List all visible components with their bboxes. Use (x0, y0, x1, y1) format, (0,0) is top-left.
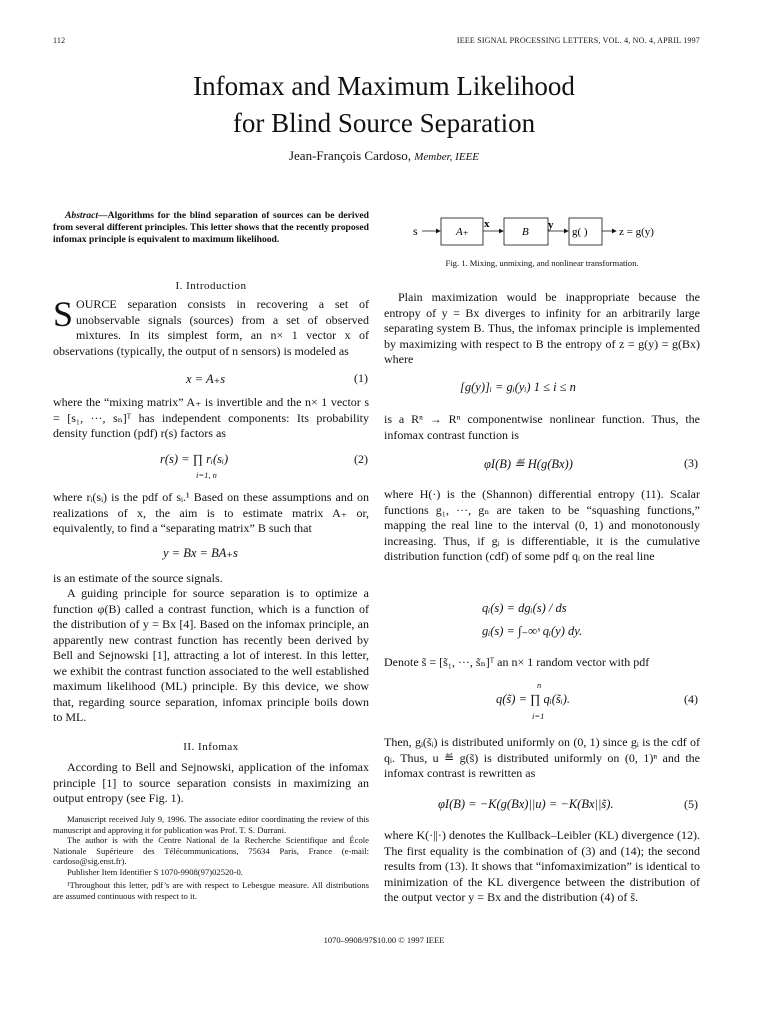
equation-q-derivative: qᵢ(s) = dgᵢ(s) / ds (482, 601, 567, 615)
equation-2: r(s) = ∏ rᵢ(sᵢ) (160, 452, 229, 466)
equation-y: y = Bx = BA₊s (163, 546, 238, 560)
journal-header: IEEE SIGNAL PROCESSING LETTERS, VOL. 4, NO. 4, APRIL 1997 (456, 36, 700, 45)
author-role: Member, IEEE (414, 151, 480, 163)
paper-title (0, 68, 768, 142)
infomax-paragraph-1: According to Bell and Sejnowski, application of the infomax principle [1] to source separation consists in maximizing an output entropy (see Fig. 1). (53, 760, 369, 805)
fig-output-label: z = g(y) (619, 226, 654, 238)
abstract (53, 210, 369, 246)
equation-2-subscript: i=1, n (196, 470, 217, 480)
fig-box-g-label: g( ) (572, 226, 588, 238)
title-line-2: for Blind Source Separation (232, 108, 536, 138)
page-number: 112 (53, 36, 66, 45)
footnote-affiliation: The author is with the Centre National de la Recherche Scientifique and École Nationale Supérieure des Télécommunications, 75634 Paris, France (e-mail: cardoso@sig.enst.fr). (53, 835, 369, 866)
fig-input-label: s (413, 224, 418, 238)
equation-g-integral: gᵢ(s) = ∫₋∞ˢ qᵢ(y) dy. (482, 624, 583, 638)
right-paragraph-5: Then, gᵢ(s̃ᵢ) is distributed uniformly on (0, 1) since gᵢ is the cdf of qᵢ. Thus, u ≝ g(s̃) is distributed uniformly on (0, 1)ⁿ and the infomax contrast is rewritten as (384, 735, 700, 780)
equation-3: φI(B) ≝ H(g(Bx)) (484, 457, 573, 471)
equation-2-number: (2) (354, 452, 368, 466)
footnote-lebesgue: ¹Throughout this letter, pdf’s are with respect to Lebesgue measure. All distributions are assumed continuous with respect to it. (53, 880, 369, 901)
right-paragraph-6: where K(·||·) denotes the Kullback–Leibler (KL) divergence (12). The first equality is the combination of (3) and (14); the second results from (13). It shows that “infomaximization” is identical to minimization of the KL divergence between the distribution of the output vector y = Bx and the distribution (4) of s̃. (384, 828, 700, 904)
equation-1-number: (1) (354, 371, 368, 385)
fig-box-a-label: A₊ (456, 226, 469, 238)
section-2-heading: II. Infomax (183, 741, 239, 753)
equation-4-number: (4) (684, 692, 698, 706)
equation-5-number: (5) (684, 797, 698, 811)
right-paragraph-2: is a Rⁿ → Rⁿ componentwise nonlinear function. Thus, the infomax contrast function is (384, 412, 700, 442)
intro-paragraph-5: A guiding principle for source separation is to optimize a function φ(B) called a contrast function, which is a function of the distribution of y = Bx [4]. Based on the infomax principle, an apparently new contrast function has recently been derived by Bell and Sejnowski [1], attracting a lot of interest. In this letter, we exhibit the contrast function associated to the well established maximum likelihood (ML) principle. By this device, we show that, regarding source separation, infomax principle boils down to ML. (53, 586, 369, 724)
footnote-identifier: Publisher Item Identifier S 1070-9908(97)02520-0. (67, 866, 243, 877)
intro-paragraph-3: where rᵢ(sᵢ) is the pdf of sᵢ.¹ Based on these assumptions and on realizations of x, the aim is to estimate matrix A₊ or, equivalently, to find a “separating matrix” B such that (53, 490, 369, 535)
right-paragraph-1: Plain maximization would be inappropriate because the entropy of y = Bx diverges to infinity for an arbitrarily large separating system B. Thus, the infomax principle is implemented by maximizing with respect to B the entropy of z = g(y) = g(Bx) where (384, 290, 700, 366)
right-paragraph-4: Denote s̃ = [s̃₁, ···, s̃ₙ]ᵀ an n× 1 random vector with pdf (384, 655, 650, 669)
footnote-manuscript: Manuscript received July 9, 1996. The associate editor coordinating the review of this manuscript and approving it for publication was Prof. T. S. Durrani. (53, 814, 369, 835)
fig-x-label: x (484, 218, 490, 230)
equation-4-superscript: n (537, 680, 542, 690)
equation-4: q(s̃) = ∏ qᵢ(s̃ᵢ). (496, 692, 571, 706)
footnotes (53, 814, 369, 901)
author-name: Jean-François Cardoso, (288, 148, 411, 163)
equation-g-componentwise: [g(y)]ᵢ = gᵢ(yᵢ) 1 ≤ i ≤ n (460, 380, 576, 394)
intro-paragraph-1 (53, 294, 369, 359)
dropcap: S (53, 294, 74, 334)
intro-p1-text: OURCE separation consists in recovering a set of unobservable signals (sources) from a set of observed mixtures. In its simplest form, an n× 1 vector x of observations (typically, the output of n sensors) is modeled as (53, 297, 369, 358)
section-1-heading: I. Introduction (175, 280, 247, 292)
figure-1-diagram (400, 210, 720, 254)
equation-3-number: (3) (684, 456, 698, 470)
equation-1: x = A₊s (186, 372, 226, 386)
intro-paragraph-4: is an estimate of the source signals. (53, 571, 223, 585)
page-footer-copyright: 1070–9908/97$10.00 © 1997 IEEE (323, 935, 445, 945)
fig-box-b-label: B (522, 226, 529, 238)
author-line (0, 148, 768, 164)
abstract-text: Algorithms for the blind separation of sources can be derived from several different principles. This letter shows that the recently proposed infomax principle is equivalent to maximum likelihood. (53, 210, 369, 245)
equation-4-subscript: i=1 (532, 711, 545, 721)
right-paragraph-3: where H(·) is the (Shannon) differential entropy (11). Scalar functions g₁, ···, gₙ are taken to be “squashing functions,” mapping the real line to the interval (0, 1) and monotonously increasing. Thus, if gᵢ is differentiable, it is the cumulative distribution function (cdf) of some pdf qᵢ on the real line (384, 487, 700, 563)
title-line-1: Infomax and Maximum Likelihood (193, 71, 575, 101)
equation-5: φI(B) = −K(g(Bx)||u) = −K(Bx||s̃). (438, 797, 614, 811)
figure-1-caption: Fig. 1. Mixing, unmixing, and nonlinear transformation. (445, 258, 639, 268)
fig-y-label: y (548, 219, 554, 231)
abstract-label: Abstract— (65, 210, 108, 221)
intro-paragraph-2: where the “mixing matrix” A₊ is invertible and the n× 1 vector s = [s₁, ···, sₙ]ᵀ has independent components: Its probability density function (pdf) r(s) factors as (53, 395, 369, 440)
